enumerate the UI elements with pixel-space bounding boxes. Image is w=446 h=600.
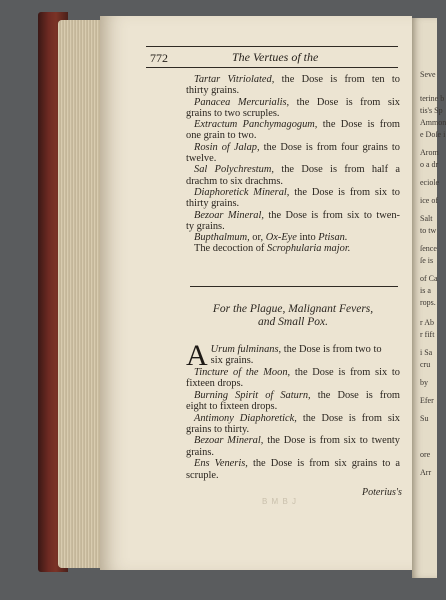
- library-stamp: B M B J: [262, 497, 298, 506]
- facing-fragment: ice of: [420, 196, 438, 205]
- facing-fragment: Arr: [420, 468, 432, 477]
- facing-fragment: Arom: [420, 148, 439, 157]
- entry-first: A Urum fulminans, the Dose is from two to six grains.: [186, 339, 382, 372]
- facing-fragment: eciole: [420, 178, 440, 187]
- facing-fragment: ſe is: [420, 256, 434, 265]
- facing-fragment: terine b: [420, 94, 445, 103]
- entry: Bezoar Mineral, the Dose is from six to twen- ty grains.: [186, 209, 401, 232]
- entry: Tincture of the Moon, the Dose is from six to fixteen drops.: [186, 367, 400, 390]
- section-heading: For the Plague, Malignant Fevers, and Small Pox.: [212, 303, 374, 328]
- facing-fragment: of Ca: [420, 274, 438, 283]
- facing-fragment: r Ab: [420, 318, 434, 327]
- facing-fragment: to tw: [420, 226, 437, 235]
- facing-fragment: Seve: [420, 70, 436, 79]
- entry: Diaphoretick Mineral, the Dose is from six to thirty grains.: [186, 186, 400, 210]
- facing-fragment: is a: [420, 286, 431, 295]
- facing-fragment: by: [420, 378, 428, 387]
- facing-fragment: o a dr: [420, 160, 439, 169]
- catchword: Poterius's: [362, 487, 402, 498]
- text-block-top: [186, 74, 400, 255]
- facing-fragment: Su: [420, 414, 429, 423]
- entry: Sal Polychrestum, the Dose is from half a drachm to six drachms.: [186, 164, 400, 187]
- entry-bupthalmum: Bupthalmum, or, Ox-Eye into Ptisan.: [194, 232, 348, 244]
- facing-fragment: Efer: [420, 396, 434, 405]
- facing-fragment: r fift: [420, 330, 435, 339]
- facing-fragment: e Doſe i: [420, 130, 446, 139]
- entry: Bezoar Mineral, the Dose is from six to twenty grains.: [186, 435, 401, 458]
- entry: Panacea Mercurialis, the Dose is from six grains to two scruples.: [186, 96, 400, 119]
- facing-fragment: ore: [420, 450, 431, 459]
- facing-page: [412, 18, 446, 578]
- header-rule-top: [146, 46, 398, 47]
- facing-fragment: ſence: [420, 244, 437, 253]
- facing-fragment: i Sa: [420, 348, 433, 357]
- entry: Antimony Diaphoretick, the Dose is from six grains to thirty.: [186, 412, 400, 436]
- entry: Extractum Panchymagogum, the Dose is from one grain to two.: [186, 119, 400, 142]
- page-number: 772: [150, 51, 168, 65]
- facing-fragment: tis's Sp: [420, 106, 443, 115]
- section-rule: [190, 286, 398, 287]
- entry: Burning Spirit of Saturn, the Dose is from eight to fixteen drops.: [186, 389, 400, 413]
- entry: Tartar Vitriolated, the Dose is from ten to thirty grains.: [186, 74, 400, 97]
- dropcap: A: [186, 339, 208, 372]
- text-block-bottom: [186, 339, 401, 481]
- running-head: The Vertues of the: [232, 50, 319, 64]
- entry: Rosin of Jalap, the Dose is from four grains to twelve.: [186, 141, 400, 165]
- entry-decoction: The decoction of Scrophularia major.: [194, 243, 351, 255]
- facing-fragment: Ammon: [420, 118, 446, 127]
- facing-fragment: cru: [420, 360, 431, 369]
- header-rule-bottom: [146, 67, 398, 68]
- facing-fragment: rops.: [420, 298, 436, 307]
- entry: Ens Veneris, the Dose is from six grains to a scruple.: [186, 458, 401, 481]
- facing-fragment: Salt: [420, 214, 433, 223]
- page-edges: [58, 20, 104, 568]
